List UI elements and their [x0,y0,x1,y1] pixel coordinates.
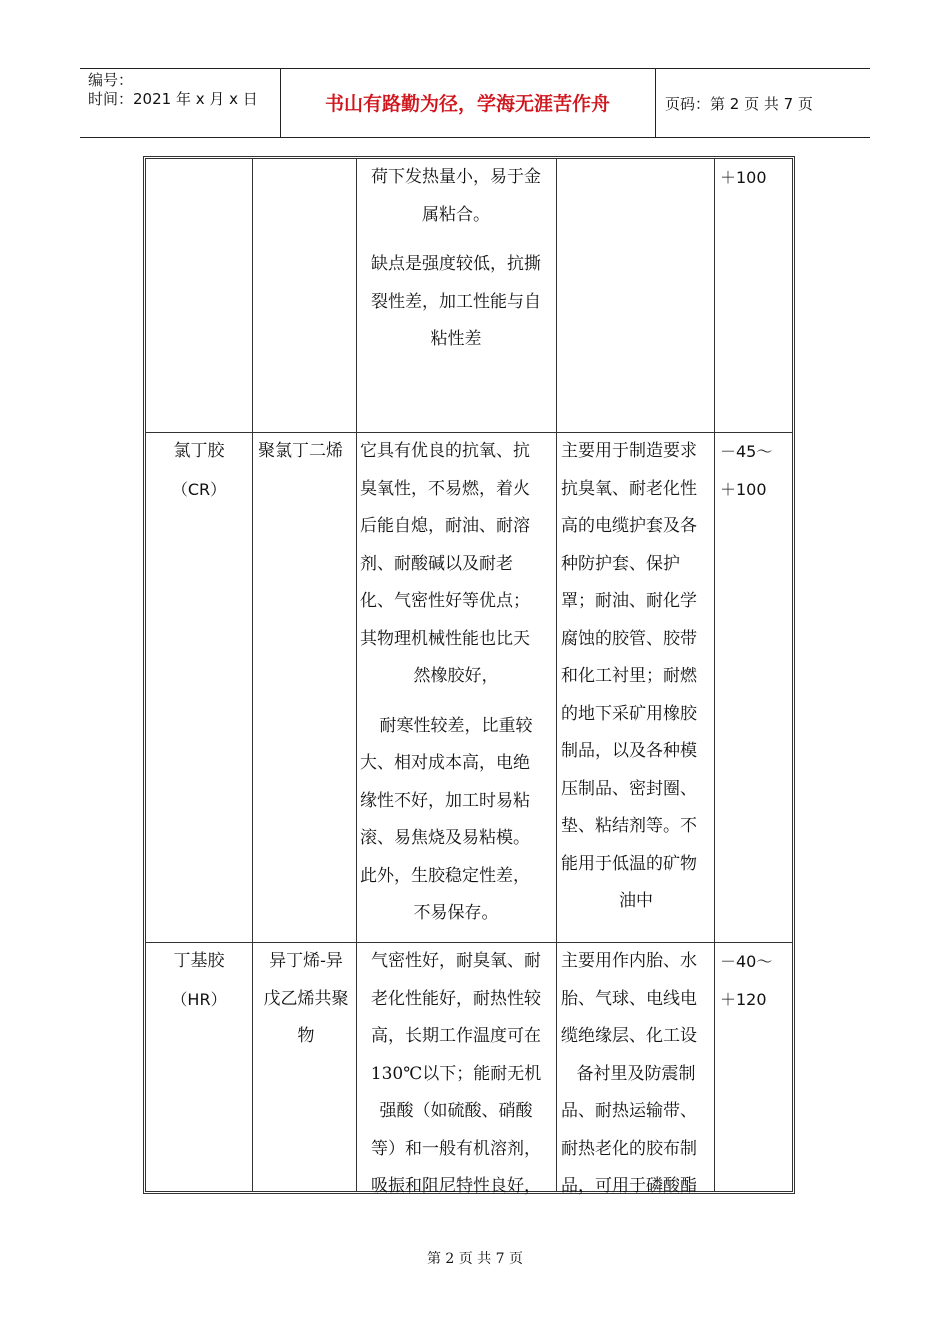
text-line: －45～ [720,442,773,461]
rubber-properties-table [143,156,795,1194]
text-line: 异丁烯-异 [269,951,343,971]
text-line: 缆绝缘层、化工设 [561,1026,697,1046]
text-line: 抗臭氧、耐老化性 [561,478,697,499]
text-line: 大、相对成本高，电绝 [360,753,530,773]
text-line: 吸振和阻尼特性良好， [371,1176,541,1196]
text-line: ＋120 [720,989,767,1009]
text-line: 和化工衬里；耐燃 [561,666,697,686]
header-meta [88,71,258,109]
text-line: 胎、气球、电线电 [561,988,697,1009]
text-line: 主要用作内胎、水 [561,951,697,971]
header-divider [655,69,656,137]
text-line: 后能自熄，耐油、耐溶 [360,516,530,536]
text-line: 然橡胶好， [413,666,499,686]
text-line: 耐热老化的胶布制 [561,1138,697,1159]
table-cell-temp [718,433,794,508]
text-line: 物 [297,1026,315,1046]
text-line: ＋100 [720,479,767,499]
column-divider [714,159,715,1191]
text-line: 不易保存。 [413,903,499,923]
text-line: 剂、耐酸碱以及耐老 [360,553,513,574]
text-line: 罩；耐油、耐化学 [561,591,697,611]
table-cell-chemical [256,433,356,471]
text-line: －40～ [720,952,773,971]
text-line: 垫、粘结剂等。不 [561,816,697,836]
text-line: 其物理机械性能也比天 [360,628,530,649]
text-line: 高，长期工作温度可在 [371,1026,541,1046]
text-line: 的地下采矿用橡胶 [561,703,697,724]
text-line: 主要用于制造要求 [561,441,697,461]
text-line: 化、气密性好等优点； [360,591,530,611]
text-line: 强酸（如硫酸、硝酸 [379,1101,533,1121]
table-cell-properties [358,943,554,1206]
text-line: 130℃以下；能耐无机 [370,1063,542,1084]
text-line: 压制品、密封圈、 [561,778,697,799]
text-line: 臭氧性，不易燃，着火 [360,478,530,499]
table-cell-use [559,943,713,1206]
text-line: 缺点是强度较低，抗撕 [371,254,541,274]
chemical-name: 聚氯丁二烯 [258,441,343,461]
table-cell-chemical [256,943,356,1056]
text-line: ＋100 [720,168,767,187]
text-line: 属粘合。 [422,204,490,225]
table-cell-use [559,433,713,921]
header-page-info: 页码：第 2 页 共 7 页 [665,95,813,113]
text-line: 备衬里及防震制 [576,1063,696,1084]
text-line: 种防护套、保护 [561,553,680,574]
column-divider [252,159,253,1191]
table-cell-name [146,433,252,508]
text-line: 制品，以及各种模 [561,741,697,761]
text-line: 戊乙烯共聚 [263,988,349,1009]
text-line: 腐蚀的胶管、胶带 [561,628,697,649]
table-cell-temp [718,943,794,1018]
text-line: 粘性差 [430,329,482,349]
page-header [80,68,870,138]
text-line: 它具有优良的抗氧、抗 [360,441,530,461]
rubber-name: 氯丁胶 [173,441,225,461]
text-line: 等）和一般有机溶剂， [371,1138,541,1159]
text-line: 耐寒性较差，比重较 [379,715,533,736]
rubber-name: 丁基胶 [173,951,225,971]
rubber-code: （CR） [171,479,227,499]
text-line: 气密性好，耐臭氧、耐 [371,951,541,971]
table-cell-properties [358,159,554,359]
rubber-code: （HR） [171,989,227,1009]
text-line: 高的电缆护套及各 [561,516,697,536]
page-footer: 第 2 页 共 7 页 [426,1251,524,1267]
column-divider [556,159,557,1191]
text-line: 老化性能好，耐热性较 [371,988,541,1009]
table-cell-temp [718,159,794,197]
table-cell-properties [358,433,554,933]
text-line: 荷下发热量小，易于金 [371,167,541,187]
text-line: 品、耐热运输带、 [561,1101,697,1121]
table-cell-name [146,943,252,1018]
number-label: 编号： [88,71,134,89]
column-divider [356,159,357,1191]
text-line: 滚、易焦烧及易粘模。 [360,828,530,848]
text-line: 缘性不好，加工时易粘 [360,790,530,811]
text-line: 油中 [619,891,653,911]
text-line: 能用于低温的矿物 [561,853,697,874]
text-line: 此外，生胶稳定性差， [360,865,530,886]
header-motto: 书山有路勤为径，学海无涯苦作舟 [324,93,610,115]
text-line: 裂性差，加工性能与自 [371,291,541,312]
text-line: 品，可用于磷酸酯 [561,1176,697,1196]
time-label: 时间：2021 年 x 月 x 日 [88,90,258,108]
